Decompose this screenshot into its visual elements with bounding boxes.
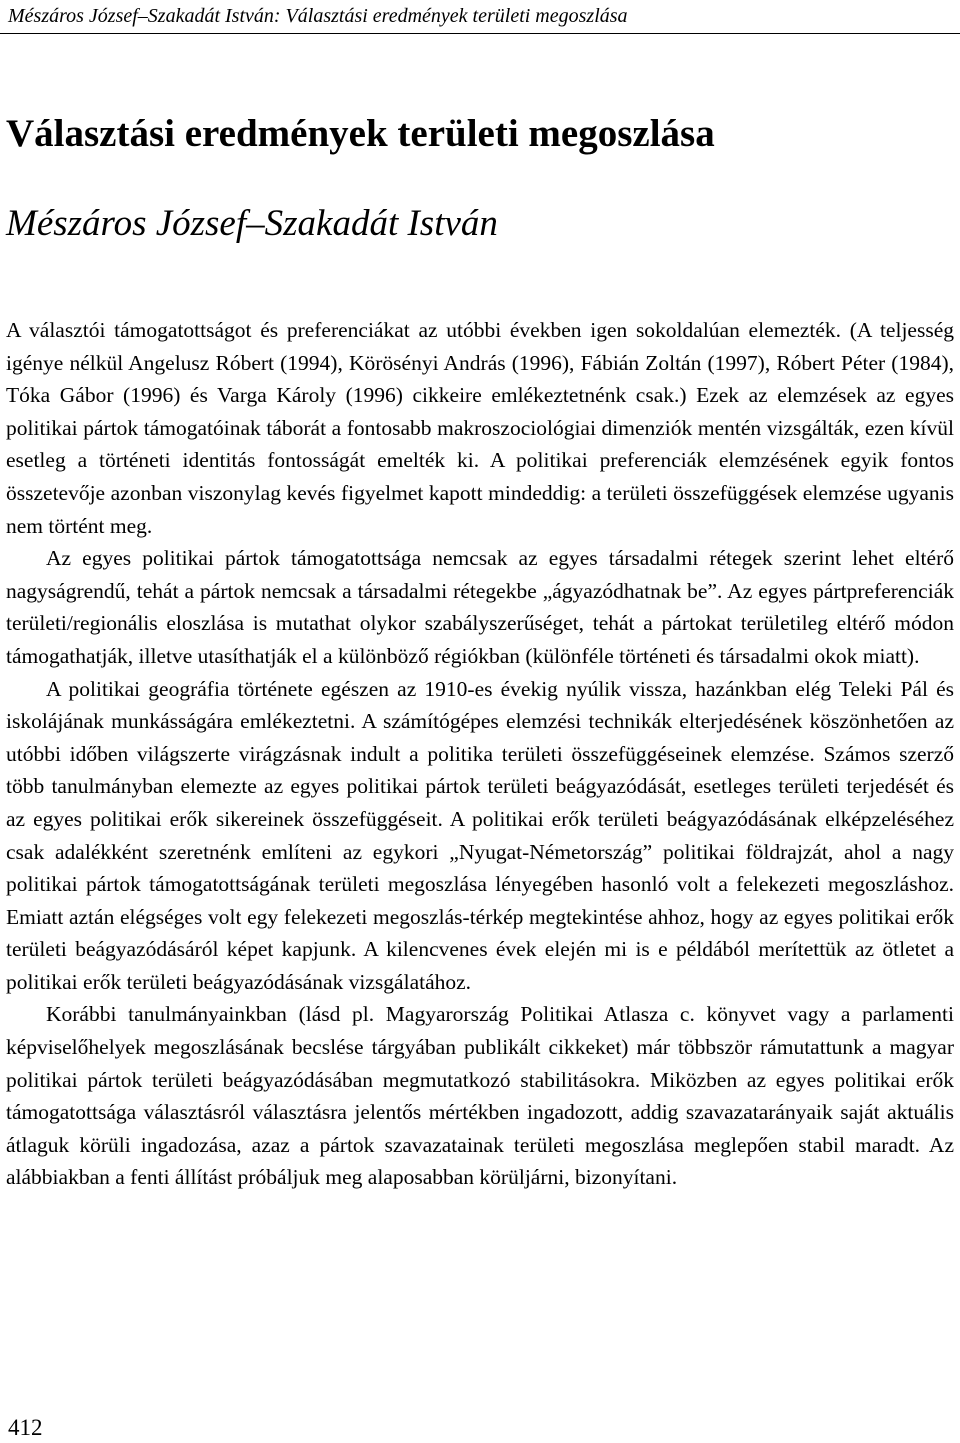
article-authors: Mészáros József–Szakadát István (6, 203, 498, 244)
paragraph-2: Az egyes politikai pártok támogatottsága nemcsak az egyes társadalmi rétegek szerint lehet eltérő nagyságrendű, tehát a pártok nemcsak a társadalmi rétegekbe „ágyazódhatnak be”. Az egyes pártpreferenciák területi/regionális eloszlása is mutathat olykor szabályszerűséget, tehát a pártokat területileg eltérő módon támogathatják, illetve utasíthatják el a különböző régiókban (különféle történeti és társadalmi okok miatt). (6, 546, 954, 668)
article-title: Választási eredmények területi megoszlása (6, 112, 715, 155)
paragraph-3: A politikai geográfia története egészen az 1910-es évekig nyúlik vissza, hazánkban elég Teleki Pál és iskolájának munkásságára emlékeztetni. A számítógépes elemzési technikák elterjedésének köszönhetően az utóbbi időben világszerte virágzásnak indult a politika területi összefüggéseinek elemzése. Számos szerző több tanulmányban elemezte az egyes politikai pártok területi beágyazódását, esetleges területi terjedését és az egyes politikai erők sikereinek összefüggéseit. A politikai erők területi beágyazódásának elképzeléséhez csak adalékként szeretnénk említeni az egykori „Nyugat-Németország” politikai földrajzát, ahol a nagy politikai pártok támogatottságának területi megoszlása lényegében hasonló volt a felekezeti megoszláshoz. Emiatt aztán elégséges volt egy felekezeti megoszlás-térkép megtekintése ahhoz, hogy az egyes politikai erők területi beágyazódásáról képet kapjunk. A kilencvenes évek elején mi is e példából merítettük az ötletet a politikai erők területi beágyazódásának vizsgálatához. (6, 676, 954, 994)
running-header: Mészáros József–Szakadát István: Választási eredmények területi megoszlása (8, 5, 628, 27)
page-number: 412 (8, 1415, 43, 1440)
paragraph-4: Korábbi tanulmányainkban (lásd pl. Magyarország Politikai Atlasza c. könyvet vagy a parlamenti képviselőhelyek megoszlásának becslése tárgyában publikált cikkeket) már többször rámutattunk a magyar politikai pártok területi beágyazódásában megmutatkozó stabilitásokra. Miközben az egyes politikai erők támogatottsága választásról választásra jelentős mértékben ingadozott, addig szavazatarányaik saját aktuális átlaguk körüli ingadozása, azaz a pártok szavazatainak területi megoszlása meglepően stabil maradt. Az alábbiakban a fenti állítást próbáljuk meg alaposabban körüljárni, bizonyítani. (6, 1002, 954, 1190)
article-body (6, 314, 954, 1194)
header-rule (0, 33, 960, 34)
paragraph-1: A választói támogatottságot és preferenciákat az utóbbi években igen sokoldalúan elemezték. (A teljesség igénye nélkül Angelusz Róbert (1994), Körösényi András (1996), Fábián Zoltán (1997), Róbert Péter (1984), Tóka Gábor (1996) és Varga Károly (1996) cikkeire emlékeztetnénk csak.) Ezek az elemzések az egyes politikai pártok támogatóinak táborát a fontosabb makroszociológiai dimenziók mentén vizsgálták, ezen kívül esetleg a történeti identitás fontosságát emelték ki. A politikai preferenciák elemzésének egyik fontos összetevője azonban viszonylag kevés figyelmet kapott mindeddig: a területi összefüggések elemzése ugyanis nem történt meg. (6, 318, 954, 538)
